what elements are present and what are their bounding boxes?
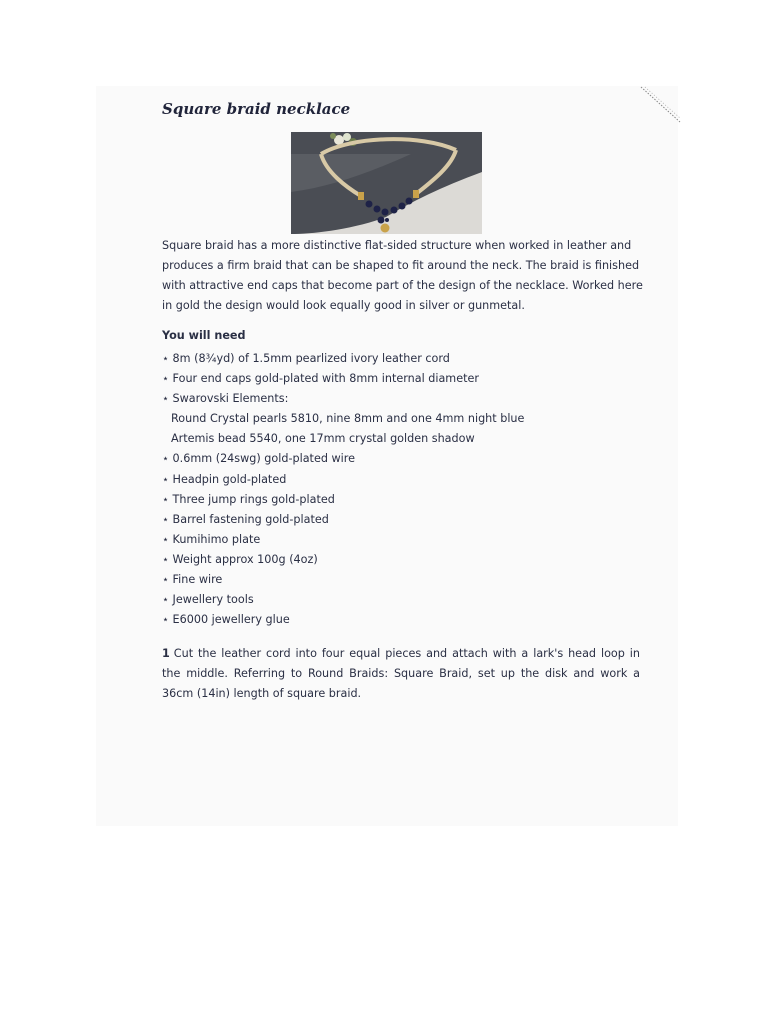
list-item: ⋆ 0.6mm (24swg) gold-plated wire <box>162 452 355 466</box>
list-item: ⋆ Barrel fastening gold-plated <box>162 512 329 526</box>
list-item: ⋆ 8m (8¾yd) of 1.5mm pearlized ivory leather cord <box>162 352 450 365</box>
list-item: ⋆ E6000 jewellery glue <box>162 613 290 627</box>
list-item: ⋆ Three jump rings gold-plated <box>162 492 335 506</box>
step-1 <box>162 644 640 704</box>
list-item: ⋆ Jewellery tools <box>162 593 254 607</box>
intro-paragraph: Square braid has a more distinctive flat-sided structure when worked in leather and produces a firm braid that can be shaped to fit around the neck. The braid is finished with attractive end caps that become part of the design of the necklace. Worked here in gold the design would look equally good in silver or gunmetal. <box>162 239 643 312</box>
list-item: Artemis bead 5540, one 17mm crystal golden shadow <box>171 432 475 446</box>
materials-list <box>162 349 642 630</box>
list-item: ⋆ Four end caps gold-plated with 8mm internal diameter <box>162 372 479 386</box>
materials-heading: You will need <box>162 329 246 342</box>
list-item: ⋆ Kumihimo plate <box>162 532 261 546</box>
list-item: ⋆ Fine wire <box>162 573 223 587</box>
page-title: Square braid necklace <box>162 100 351 118</box>
list-item: ⋆ Weight approx 100g (4oz) <box>162 552 318 566</box>
list-item: Round Crystal pearls 5810, nine 8mm and one 4mm night blue <box>171 412 525 426</box>
step-number: 1 <box>162 647 170 660</box>
list-item: ⋆ Headpin gold-plated <box>162 472 287 486</box>
page-corner-fold <box>640 86 682 124</box>
necklace-photo <box>291 132 482 234</box>
step-text: Cut the leather cord into four equal pieces and attach with a lark's head loop in the middle. Referring to Round Braids: Square Braid, set up the disk and work a 36cm (14in) length of square braid. <box>162 647 640 700</box>
list-item: ⋆ Swarovski Elements: <box>162 392 289 406</box>
